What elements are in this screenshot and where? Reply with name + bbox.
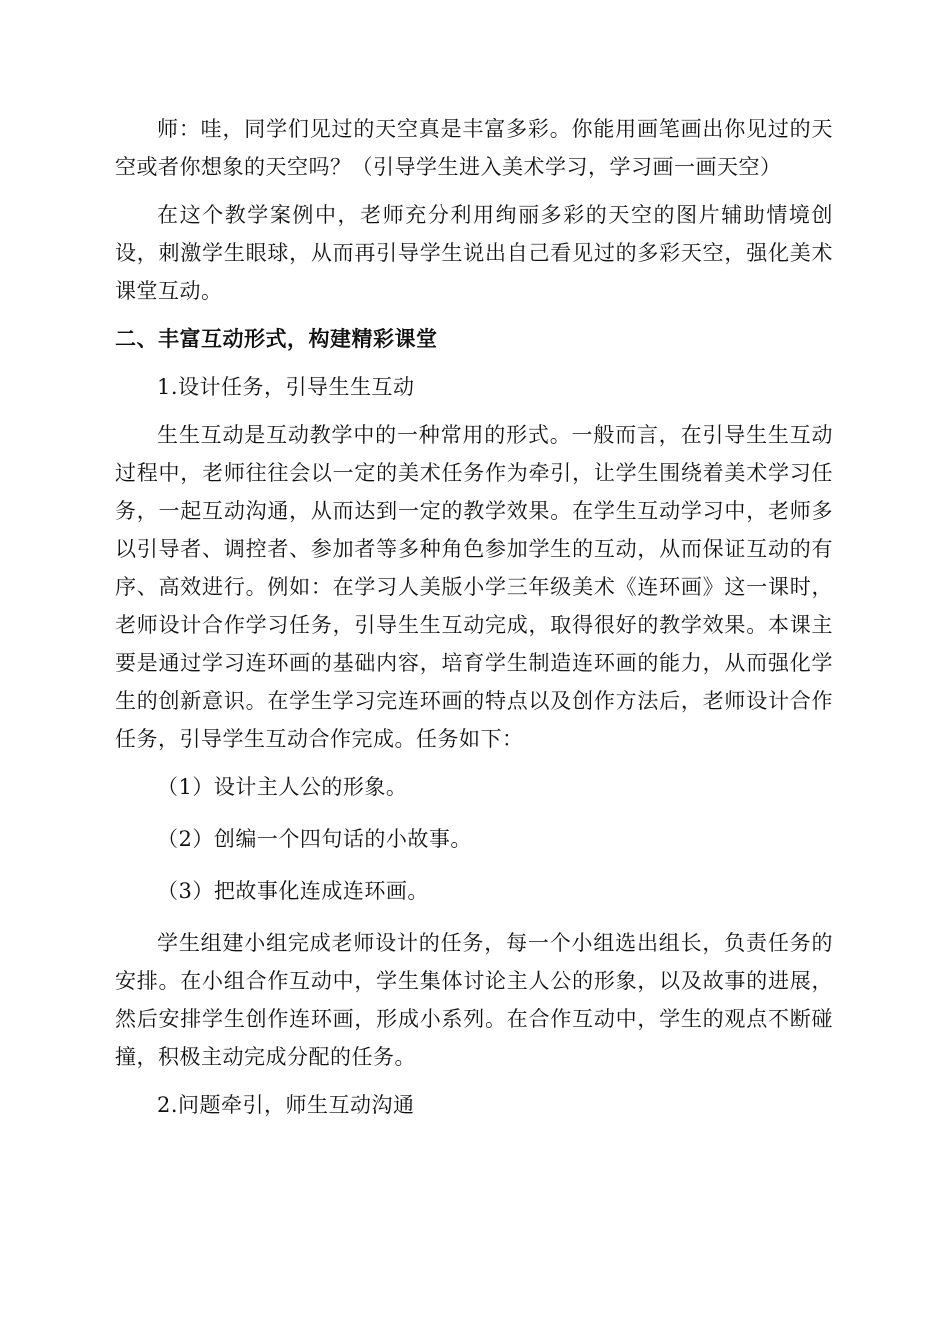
task-item-1: （1）设计主人公的形象。 bbox=[157, 775, 408, 799]
paragraph-group-work: 学生组建小组完成老师设计的任务，每一个小组选出组长，负责任务的安排。在小组合作互动中，学生集体讨论主人公的形象，以及故事的进展，然后安排学生创作连环画，形成小系列。在合作互动中，学生的观点不断碰撞，积极主动完成分配的任务。 bbox=[115, 931, 833, 1069]
paragraph-peer-interaction: 生生互动是互动教学中的一种常用的形式。一般而言，在引导生生互动过程中，老师往往会以一定的美术任务作为牵引，让学生围绕着美术学习任务，一起互动沟通，从而达到一定的教学效果。在学生互动学习中，老师多以引导者、调控者、参加者等多种角色参加学生的互动，从而保证互动的有序、高效进行。例如：在学习人美版小学三年级美术《连环画》这一课时，老师设计合作学习任务，引导生生互动完成，取得很好的教学效果。本课主要是通过学习连环画的基础内容，培育学生制造连环画的能力，从而强化学生的创新意识。在学生学习完连环画的特点以及创作方法后，老师设计合作任务，引导学生互动合作完成。任务如下： bbox=[115, 423, 833, 751]
section-heading: 二、丰富互动形式，构建精彩课堂 bbox=[115, 327, 438, 351]
subsection-heading-1: 1.设计任务，引导生生互动 bbox=[157, 375, 415, 399]
paragraph-case-summary: 在这个教学案例中，老师充分利用绚丽多彩的天空的图片辅助情境创设，刺激学生眼球，从而再引导学生说出自己看见过的多彩天空，强化美术课堂互动。 bbox=[115, 203, 833, 303]
subsection-heading-2: 2.问题牵引，师生互动沟通 bbox=[157, 1093, 415, 1117]
task-item-2: （2）创编一个四句话的小故事。 bbox=[157, 827, 472, 851]
paragraph-teacher-dialogue: 师：哇，同学们见过的天空真是丰富多彩。你能用画笔画出你见过的天空或者你想象的天空吗？（引导学生进入美术学习，学习画一画天空） bbox=[115, 117, 833, 179]
task-item-3: （3）把故事化连成连环画。 bbox=[157, 879, 429, 903]
document-page bbox=[115, 110, 833, 1134]
